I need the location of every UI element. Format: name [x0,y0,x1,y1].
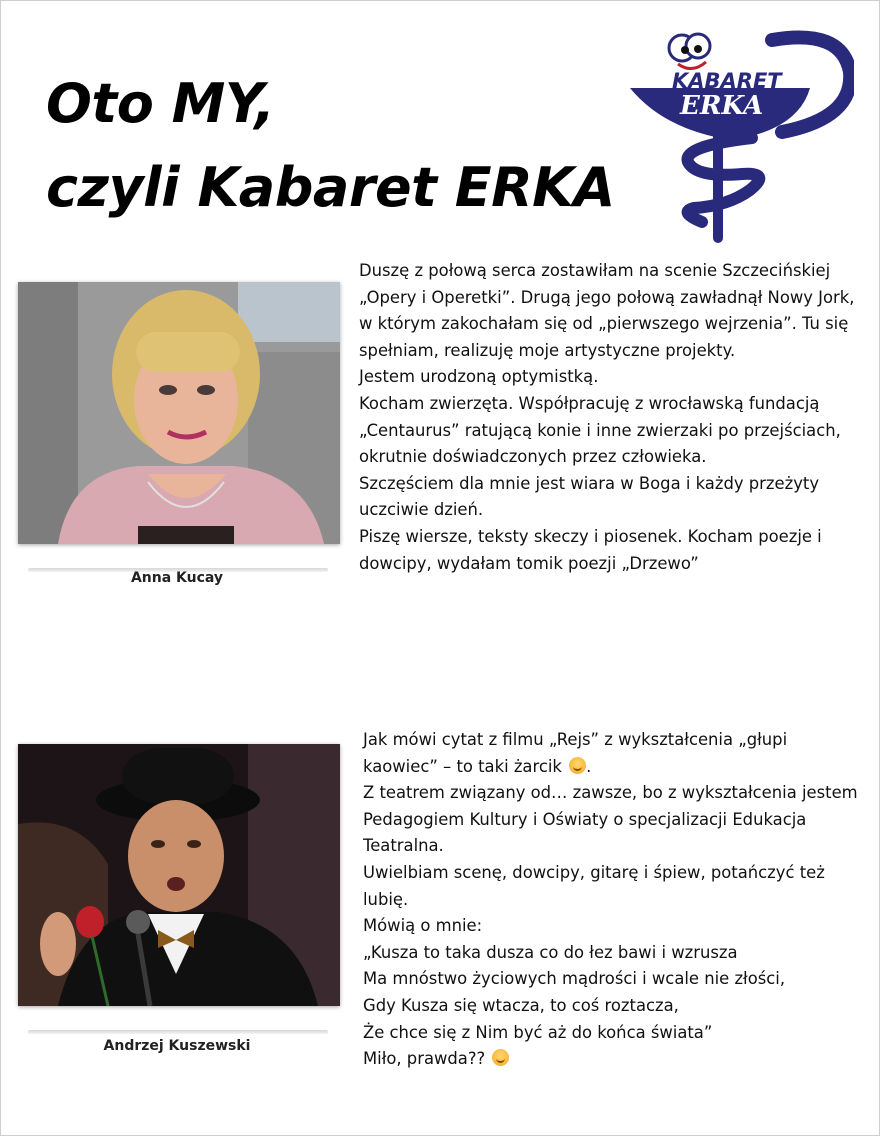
bio-paragraph: Kocham zwierzęta. Współpracuję z wrocławską fundacją „Centaurus” ratującą konie i inne zwierzaki po przejściach, okrutnie doświadczonych przez człowieka. [359,393,841,467]
bio-paragraph: Duszę z połową serca zostawiłam na scenie Szczecińskiej „Opery i Operetki”. Drugą jego połową zawładnął Nowy Jork, w którym zakochałam się od „pierwszego wejrzenia”. Tu się spełniam, realizuję moje artystyczne projekty. [359,261,855,360]
title-line-1: Oto MY, [46,72,275,135]
photo-shadow [28,1030,328,1034]
bio-paragraph: Jak mówi cytat z filmu „Rejs” z wykształcenia „głupi kaowiec” – to taki żarcik . [363,730,788,776]
member-name: Andrzej Kuszewski [103,1038,251,1054]
member-card-anna [10,278,344,598]
bio-outro: Miło, prawda?? [363,1049,486,1069]
logo-text-top: KABARET [672,69,782,93]
member-card-andrzej [10,740,344,1070]
bio-paragraph: Uwielbiam scenę, dowcipy, gitarę i śpiew, potańczyć też lubię. [363,862,825,909]
bio-paragraph: Szczęściem dla mnie jest wiara w Boga i każdy przeżyty uczciwie dzień. [359,473,820,520]
member-bio-andrzej [363,727,859,1073]
page-title [46,62,615,230]
logo-text-bottom: ERKA [680,91,764,121]
bio-intro: Jak mówi cytat z filmu „Rejs” z wykształcenia „głupi kaowiec” – to taki żarcik [363,730,788,776]
bio-paragraph [363,1046,859,1073]
bio-paragraph: Mówią o mnie: [363,916,483,936]
kabaret-erka-logo [622,22,854,246]
poem-line: Ma mnóstwo życiowych mądrości i wcale nie złości, [363,969,786,989]
bio-paragraph: Piszę wiersze, teksty skeczy i piosenek. Kocham poezje i dowcipy, wydałam tomik poezji „Drzewo” [359,526,822,573]
member-name: Anna Kucay [130,570,224,586]
title-line-2: czyli Kabaret ERKA [46,156,615,219]
member-bio-anna [359,258,859,577]
smiling-face-icon [492,1049,509,1066]
bio-paragraph: Jestem urodzoną optymistką. [359,367,599,387]
bio-paragraph: Z teatrem związany od… zawsze, bo z wykształcenia jestem Pedagogiem Kultury i Oświaty o specjalizacji Edukacja Teatralna. [363,783,858,856]
smiling-face-icon [569,757,586,774]
andrzej-kuszewski-photo [18,744,340,1006]
poem-line: „Kusza to taka dusza co do łez bawi i wzrusza [363,942,738,962]
anna-kucay-photo [18,282,340,544]
poem-line: Że chce się z Nim być aż do końca świata” [363,1022,713,1042]
poem-line: Gdy Kusza się wtacza, to coś roztacza, [363,995,679,1015]
